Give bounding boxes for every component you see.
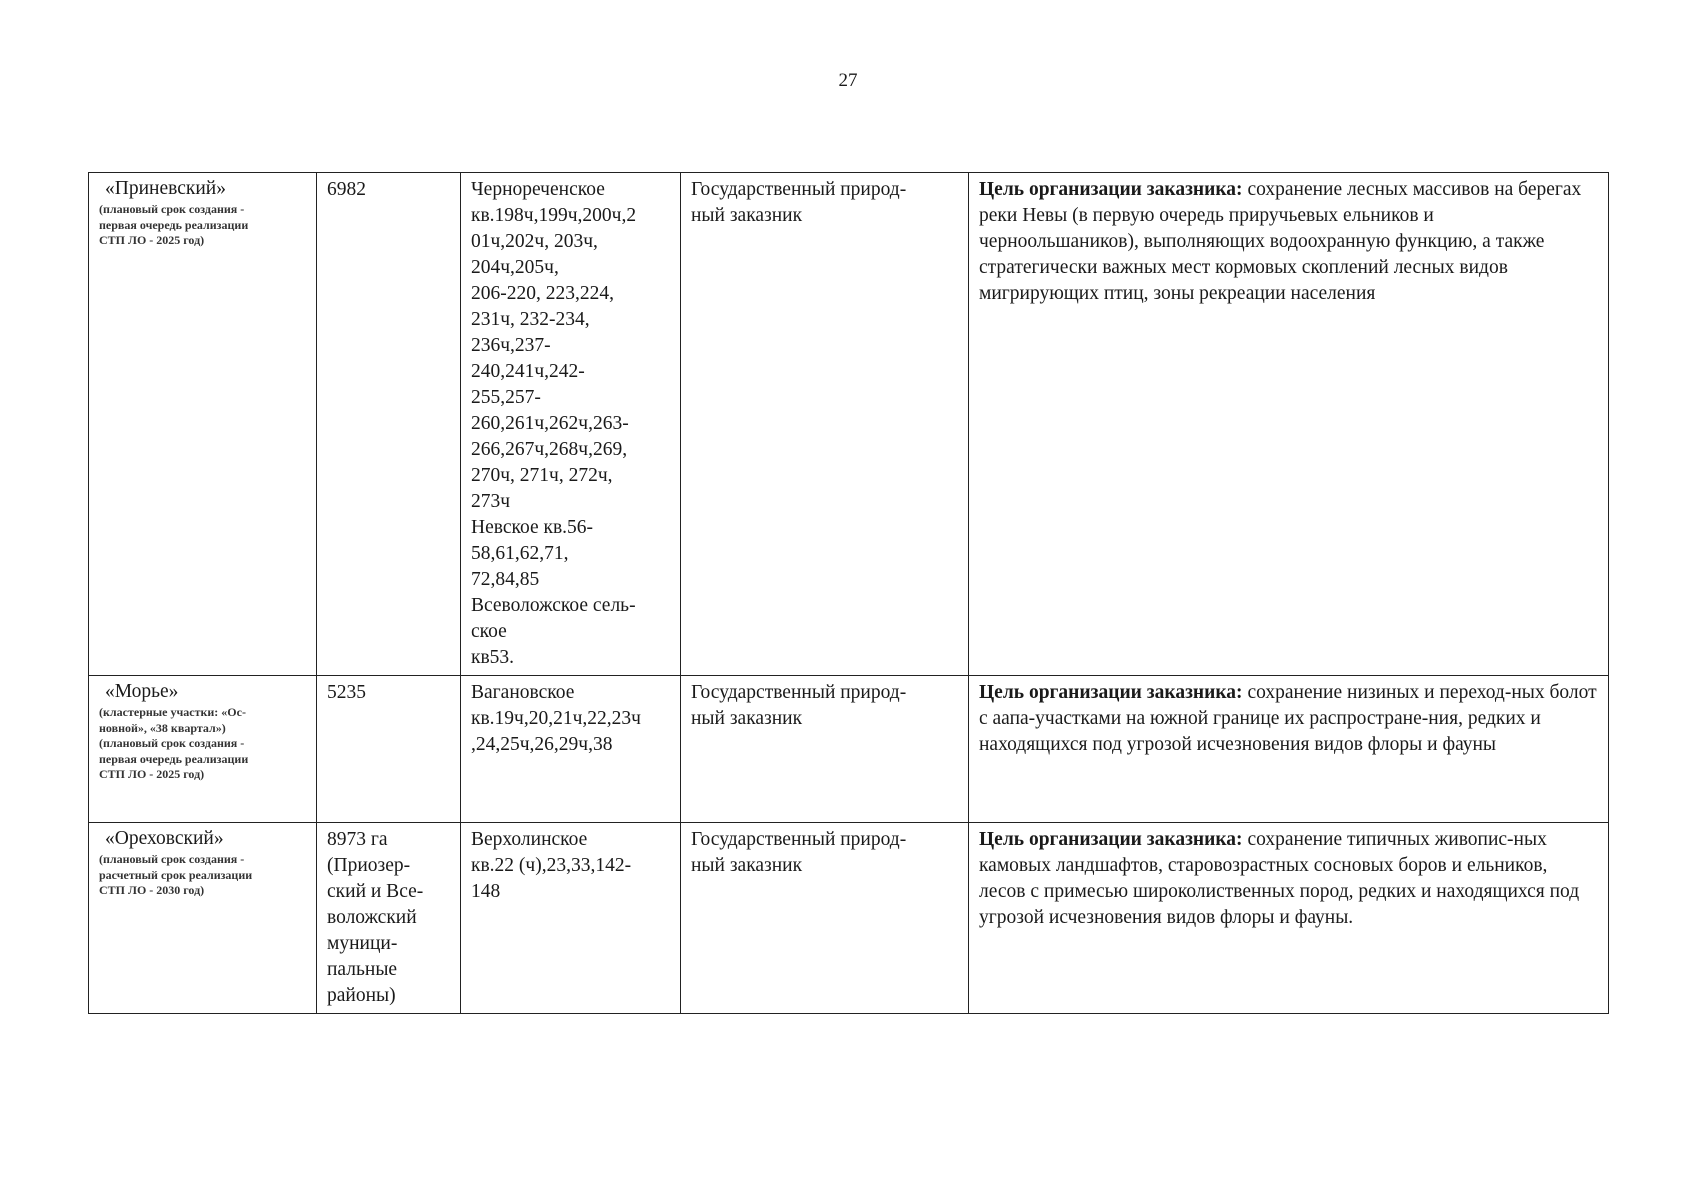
- reserve-goal: [969, 676, 1609, 823]
- reserve-area: 8973 га (Приозер- ский и Все- воложский муници- пальные районы): [317, 823, 461, 1014]
- reserve-name-cell: [89, 676, 317, 823]
- reserve-quarters: Чернореченское кв.198ч,199ч,200ч,2 01ч,202ч, 203ч, 204ч,205ч, 206-220, 223,224, 231ч, 232-234, 236ч,237- 240,241ч,242- 255,257- 260,261ч,262ч,263- 266,267ч,268ч,269, 270ч, 271ч, 272ч, 273ч Невское кв.56- 58,61,62,71, 72,84,85 Всеволожское сель- ское кв53.: [461, 173, 681, 676]
- reserve-note: (плановый срок создания - первая очередь реализации СТП ЛО - 2025 год): [99, 202, 249, 247]
- reserve-name: «Приневский»: [105, 178, 226, 199]
- page-number: 27: [838, 70, 858, 91]
- reserve-type: Государственный природ- ный заказник: [681, 823, 969, 1014]
- reserves-table: [88, 172, 1609, 1014]
- reserve-type: Государственный природ- ный заказник: [681, 173, 969, 676]
- goal-text: сохранение лесных массивов на берегах реки Невы (в первую очередь приручьевых ельников и черноольшаников), выполняющих водоохранную функцию, а также стратегически важных мест кормовых скоплений лесных видов мигрирующих птиц, зоны рекреации населения: [979, 179, 1582, 304]
- reserve-name: «Морье»: [105, 681, 179, 702]
- table-row: [89, 676, 1609, 823]
- goal-label: Цель организации заказника:: [979, 829, 1243, 850]
- table-row: [89, 823, 1609, 1014]
- reserve-area: 5235: [317, 676, 461, 823]
- goal-text: сохранение типичных живопис-ных камовых ландшафтов, старовозрастных сосновых боров и ельников, лесов с примесью широколиственных пород, редких и находящихся под угрозой исчезновения видов флоры и фауны.: [979, 829, 1580, 928]
- reserve-quarters: Вагановское кв.19ч,20,21ч,22,23ч ,24,25ч,26,29ч,38: [461, 676, 681, 823]
- reserve-goal: [969, 823, 1609, 1014]
- reserve-name-cell: [89, 823, 317, 1014]
- reserve-name: «Ореховский»: [105, 828, 224, 849]
- reserve-type: Государственный природ- ный заказник: [681, 676, 969, 823]
- reserve-name-cell: [89, 173, 317, 676]
- reserve-goal: [969, 173, 1609, 676]
- table-row: [89, 173, 1609, 676]
- goal-label: Цель организации заказника:: [979, 179, 1243, 200]
- reserve-note: (плановый срок создания - расчетный срок реализации СТП ЛО - 2030 год): [99, 852, 253, 897]
- goal-text: сохранение низиных и переход-ных болот с аапа-участками на южной границе их распростране-ния, редких и находящихся под угрозой исчезновения видов флоры и фауны: [979, 682, 1597, 755]
- reserve-quarters: Верхолинское кв.22 (ч),23,33,142- 148: [461, 823, 681, 1014]
- goal-label: Цель организации заказника:: [979, 682, 1243, 703]
- reserve-area: 6982: [317, 173, 461, 676]
- reserve-note: (кластерные участки: «Ос- новной», «38 квартал») (плановый срок создания - первая очередь реализации СТП ЛО - 2025 год): [99, 705, 249, 781]
